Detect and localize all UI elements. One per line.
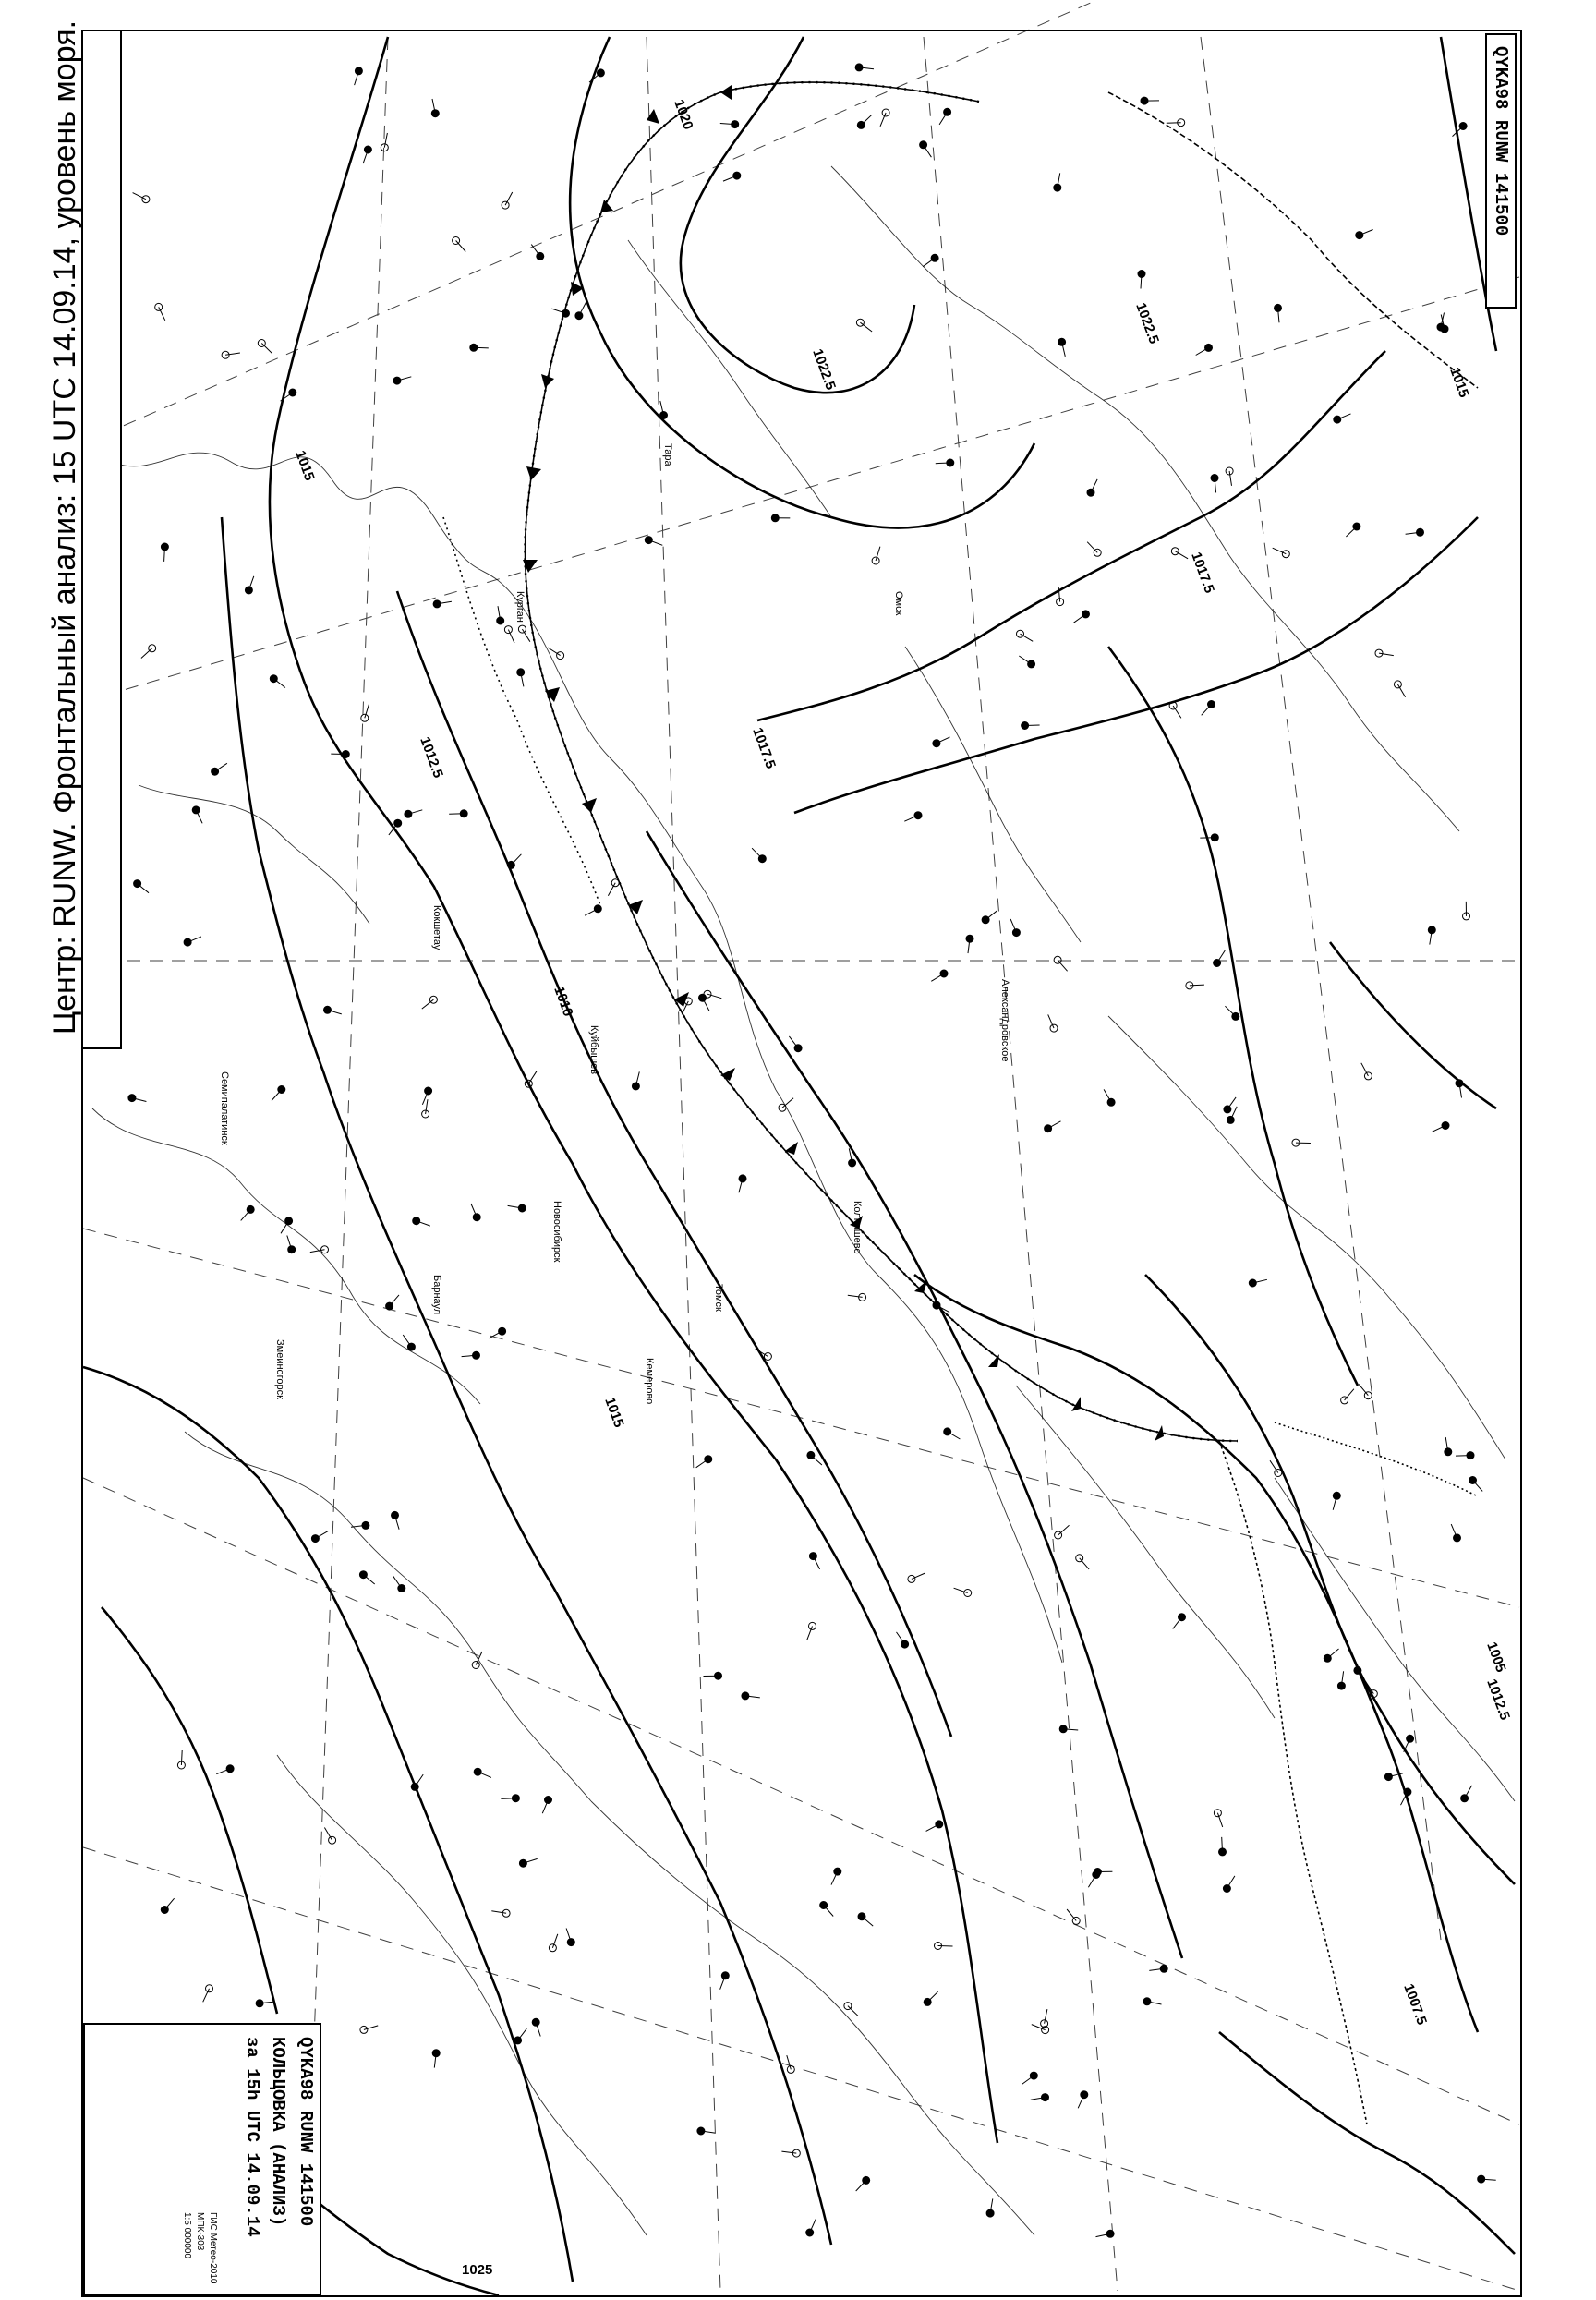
stamp-name: КОЛЬЦОВКА (АНАЛИЗ): [268, 2037, 288, 2227]
isobar-label-1015b: 1015: [292, 448, 318, 483]
city-novosibirsk: Новосибирск: [551, 1201, 562, 1263]
isobar-label-1022: 1022.5: [1132, 300, 1162, 346]
title-box: [81, 30, 122, 1049]
map-title: Центр: RUNW. Фронтальный анализ: 15 UTC 14.09.14, уровень моря.: [47, 19, 82, 1035]
stamp-agency: ГИС Метео-2010: [208, 2212, 218, 2284]
isobar-label-1010: 1010: [550, 984, 576, 1019]
isobar-label-1015c: 1015: [601, 1395, 627, 1430]
header-code: QYKA98 RUNW 141500: [1491, 46, 1511, 236]
isobar-label-1007: 1007.5: [1400, 1981, 1430, 2028]
city-omsk: Омск: [893, 591, 904, 616]
isobar-label-1020: 1020: [671, 97, 696, 132]
isobar-label-1005: 1005: [1483, 1640, 1509, 1675]
city-kolpashevo: Колпашево: [852, 1201, 863, 1254]
stamp-scale: 1:5 000000: [182, 2212, 192, 2259]
city-tomsk: Томск: [713, 1284, 724, 1312]
city-semipalatinsk: Семипалатинск: [219, 1071, 230, 1145]
isobar-label-1017: 1017.5: [1188, 550, 1217, 596]
city-kokshetau: Кокшетау: [431, 905, 442, 950]
city-barnaul: Барнаул: [431, 1275, 442, 1315]
isobar-label-1017b: 1017.5: [749, 725, 779, 771]
city-tara: Тара: [662, 443, 673, 466]
stamp-time: за 15h UTC 14.09.14: [242, 2037, 262, 2237]
isobar-label-1012b: 1012.5: [1483, 1677, 1513, 1723]
stamp-scale-code: МПК-303: [195, 2212, 205, 2251]
city-kuibyshev: Куйбышев: [588, 1025, 599, 1075]
stamp-code: QYKA98 RUNW 141500: [296, 2037, 316, 2227]
city-kemerovo: Кемерово: [644, 1358, 655, 1405]
map-frame: [81, 30, 1522, 2297]
isobar-label-1015: 1015: [1446, 365, 1472, 400]
isobar-label-1012: 1012.5: [417, 734, 446, 781]
city-zmeinogorsk: Змеиногорск: [274, 1339, 285, 1399]
city-kurgan: Курган: [514, 591, 526, 623]
city-aleksandrovskoe: Александровское: [999, 979, 1010, 1062]
isobar-label-1022b: 1022.5: [809, 346, 839, 393]
isobar-label-1025: 1025: [462, 2262, 493, 2278]
